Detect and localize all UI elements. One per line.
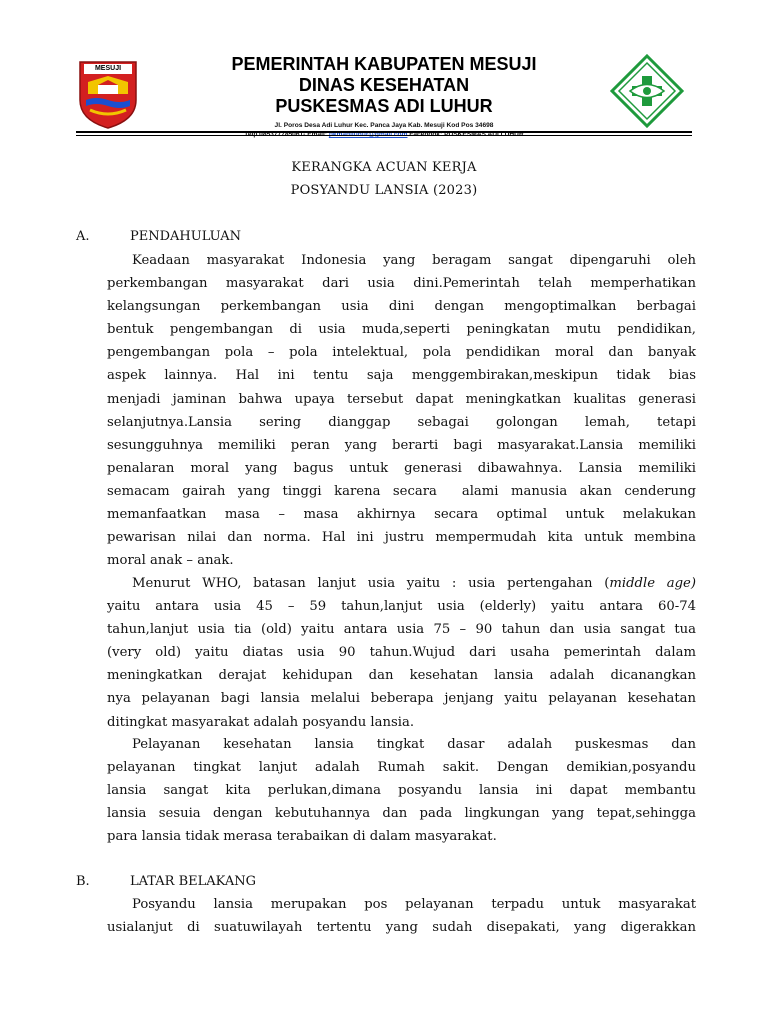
paragraph-line: Keadaan masyarakat Indonesia yang beragam sangat dipengaruhi oleh: [132, 253, 696, 268]
section-a-title: PENDAHULUAN: [130, 229, 241, 244]
government-name: PEMERINTAH KABUPATEN MESUJI: [231, 54, 537, 74]
address: Jl. Poros Desa Adi Luhur Kec. Panca Jaya Kab. Mesuji Kod Pos 34698: [274, 122, 494, 129]
paragraph-line: [107, 572, 696, 595]
section-b-paragraph-1: [107, 893, 696, 939]
paragraph-line: lansia sesuia dengan kebutuhannya dan pada lingkungan yang tepat,sehingga: [107, 806, 696, 822]
paragraph-line: penalaran moral yang bagus untuk generasi dibawahnya. Lansia memiliki: [107, 460, 696, 476]
section-b-letter: B.: [76, 874, 90, 889]
paragraph-line: para lansia tidak merasa terabaikan di dalam masyarakat.: [107, 829, 497, 845]
section-a-paragraph-3: [107, 733, 696, 848]
paragraph-line: pelayanan tingkat lanjut adalah Rumah sakit. Dengan demikian,posyandu: [107, 760, 696, 776]
paragraph-line: (very old) yaitu diatas usia 90 tahun.Wujud dari usaha pemerintah dalam: [107, 645, 696, 661]
mesuji-regency-logo: [76, 58, 140, 130]
paragraph-line: menjadi jaminan bahwa upaya tersebut dapat meningkatkan kualitas generasi: [107, 391, 696, 407]
puskesmas-cross-icon: [610, 54, 684, 128]
paragraph-line: perkembangan masyarakat dari usia dini.Pemerintah telah memperhatikan: [107, 276, 696, 292]
puskesmas-name: PUSKESMAS ADI LUHUR: [275, 96, 493, 116]
paragraph-line: lansia sangat kita perlukan,dimana posyandu lansia ini dapat membantu: [107, 783, 696, 799]
paragraph-line: bentuk pengembangan di usia muda,seperti peningkatan mutu pendidikan,: [107, 322, 696, 338]
health-office-name: DINAS KESEHATAN: [298, 75, 470, 95]
paragraph-line: pewarisan nilai dan norma. Hal ini justru mempermudah kita untuk membina: [107, 530, 696, 546]
section-b-title: LATAR BELAKANG: [130, 874, 256, 889]
paragraph-line: ditingkat masyarakat adalah posyandu lansia.: [107, 714, 415, 730]
paragraph-line: aspek lainnya. Hal ini tentu saja menggembirakan,meskipun tidak bias: [107, 368, 696, 384]
paragraph-text: Menurut WHO, batasan lanjut usia yaitu : usia pertengahan (: [132, 576, 610, 591]
paragraph-line: kelangsungan perkembangan usia dini dengan mengoptimalkan berbagai: [107, 299, 696, 315]
paragraph-line: selanjutnya.Lansia sering dianggap sebagai golongan lemah, tetapi: [107, 414, 696, 430]
section-a-letter: A.: [76, 229, 90, 244]
paragraph-line: nya pelayanan bagi lansia melalui beberapa jenjang yaitu pelayanan kesehatan: [107, 691, 696, 707]
paragraph-line: sesungguhnya memiliki peran yang berarti bagi masyarakat.Lansia memiliki: [107, 437, 696, 453]
paragraph-line: Pelayanan kesehatan lansia tingkat dasar adalah puskesmas dan: [132, 737, 696, 752]
italic-term: middle age): [609, 576, 697, 591]
letterhead-rule-thin: [76, 135, 692, 136]
paragraph-line: semacam gairah yang tinggi karena secara alami manusia akan cenderung: [107, 483, 696, 499]
section-b-heading: [76, 874, 256, 890]
letterhead-rule-thick: [76, 131, 692, 133]
paragraph-line: meningkatkan derajat kehidupan dan kesehatan lansia adalah dicanangkan: [107, 668, 696, 684]
paragraph-line: memanfaatkan masa – masa akhirnya secara optimal untuk melakukan: [107, 507, 696, 523]
paragraph-line: Posyandu lansia merupakan pos pelayanan terpadu untuk masyarakat: [132, 897, 696, 912]
document-title: KERANGKA ACUAN KERJA: [291, 160, 477, 175]
section-a-heading: [76, 229, 241, 245]
paragraph-line: moral anak – anak.: [107, 553, 234, 569]
section-a-paragraph-2: [107, 572, 696, 734]
paragraph-line: pengembangan pola – pola intelektual, pola pendidikan moral dan banyak: [107, 345, 696, 361]
paragraph-line: tahun,lanjut usia tia (old) yaitu antara usia 75 – 90 tahun dan usia sangat tua: [107, 622, 696, 638]
letterhead: [0, 44, 768, 144]
logo-left-text: MESUJI: [94, 65, 122, 72]
letterhead-text: [150, 54, 618, 139]
document-subtitle: POSYANDU LANSIA (2023): [290, 183, 478, 198]
paragraph-line: yaitu antara usia 45 – 59 tahun,lanjut usia (elderly) yaitu antara 60-74: [107, 599, 696, 615]
paragraph-line: usialanjut di suatuwilayah tertentu yang sudah disepakati, yang digerakkan: [107, 920, 696, 936]
section-a-paragraph-1: [107, 249, 696, 572]
